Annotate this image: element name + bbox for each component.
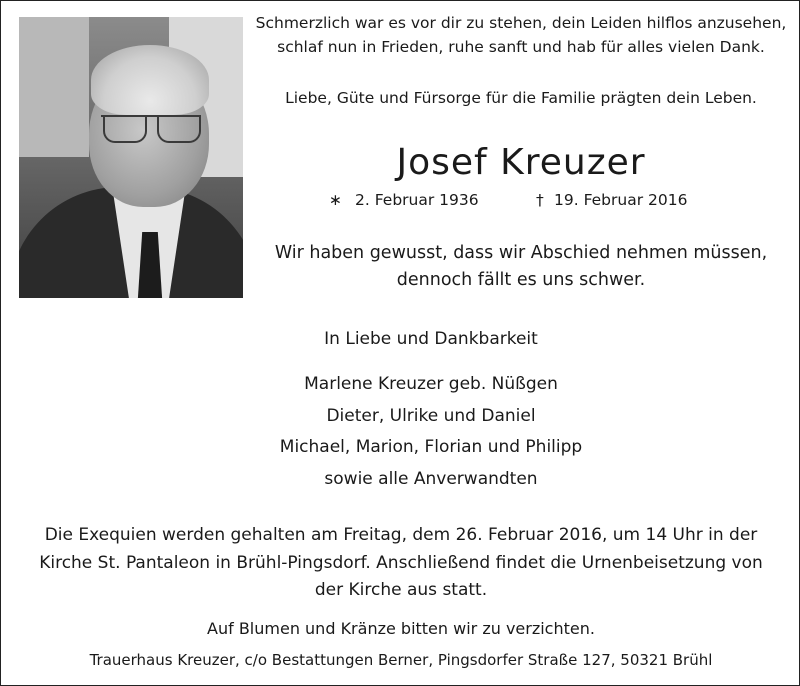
mourner-4: sowie alle Anverwandten	[324, 469, 538, 489]
death-symbol: †	[536, 191, 544, 209]
service-line-2: Kirche St. Pantaleon in Brühl-Pingsdorf. Anschließend findet die Urnenbeisetzung von	[39, 553, 763, 573]
death-date: 19. Februar 2016	[554, 191, 688, 209]
birth-symbol: ∗	[329, 191, 342, 209]
verse-line-3: Liebe, Güte und Fürsorge für die Familie prägten dein Leben.	[285, 89, 757, 107]
mourner-2: Dieter, Ulrike und Daniel	[326, 406, 536, 426]
birth-date: 2. Februar 1936	[355, 191, 479, 209]
dedication: In Liebe und Dankbarkeit	[324, 329, 538, 349]
quote-line-2: dennoch fällt es uns schwer.	[396, 270, 646, 290]
verse-line-1: Schmerzlich war es vor dir zu stehen, dein Leiden hilflos anzusehen,	[255, 14, 787, 32]
mourner-3: Michael, Marion, Florian und Philipp	[279, 437, 583, 457]
verse-line-2: schlaf nun in Frieden, ruhe sanft und hab für alles vielen Dank.	[277, 38, 765, 56]
quote-line-1: Wir haben gewusst, dass wir Abschied nehmen müssen,	[274, 243, 768, 263]
mourner-1: Marlene Kreuzer geb. Nüßgen	[304, 374, 558, 394]
portrait-photo	[19, 17, 243, 298]
flowers-note: Auf Blumen und Kränze bitten wir zu verzichten.	[207, 619, 595, 638]
address-line: Trauerhaus Kreuzer, c/o Bestattungen Berner, Pingsdorfer Straße 127, 50321 Brühl	[89, 651, 713, 669]
deceased-name: Josef Kreuzer	[396, 142, 646, 183]
service-line-3: der Kirche aus statt.	[314, 580, 488, 600]
service-line-1: Die Exequien werden gehalten am Freitag, dem 26. Februar 2016, um 14 Uhr in der	[44, 525, 758, 545]
